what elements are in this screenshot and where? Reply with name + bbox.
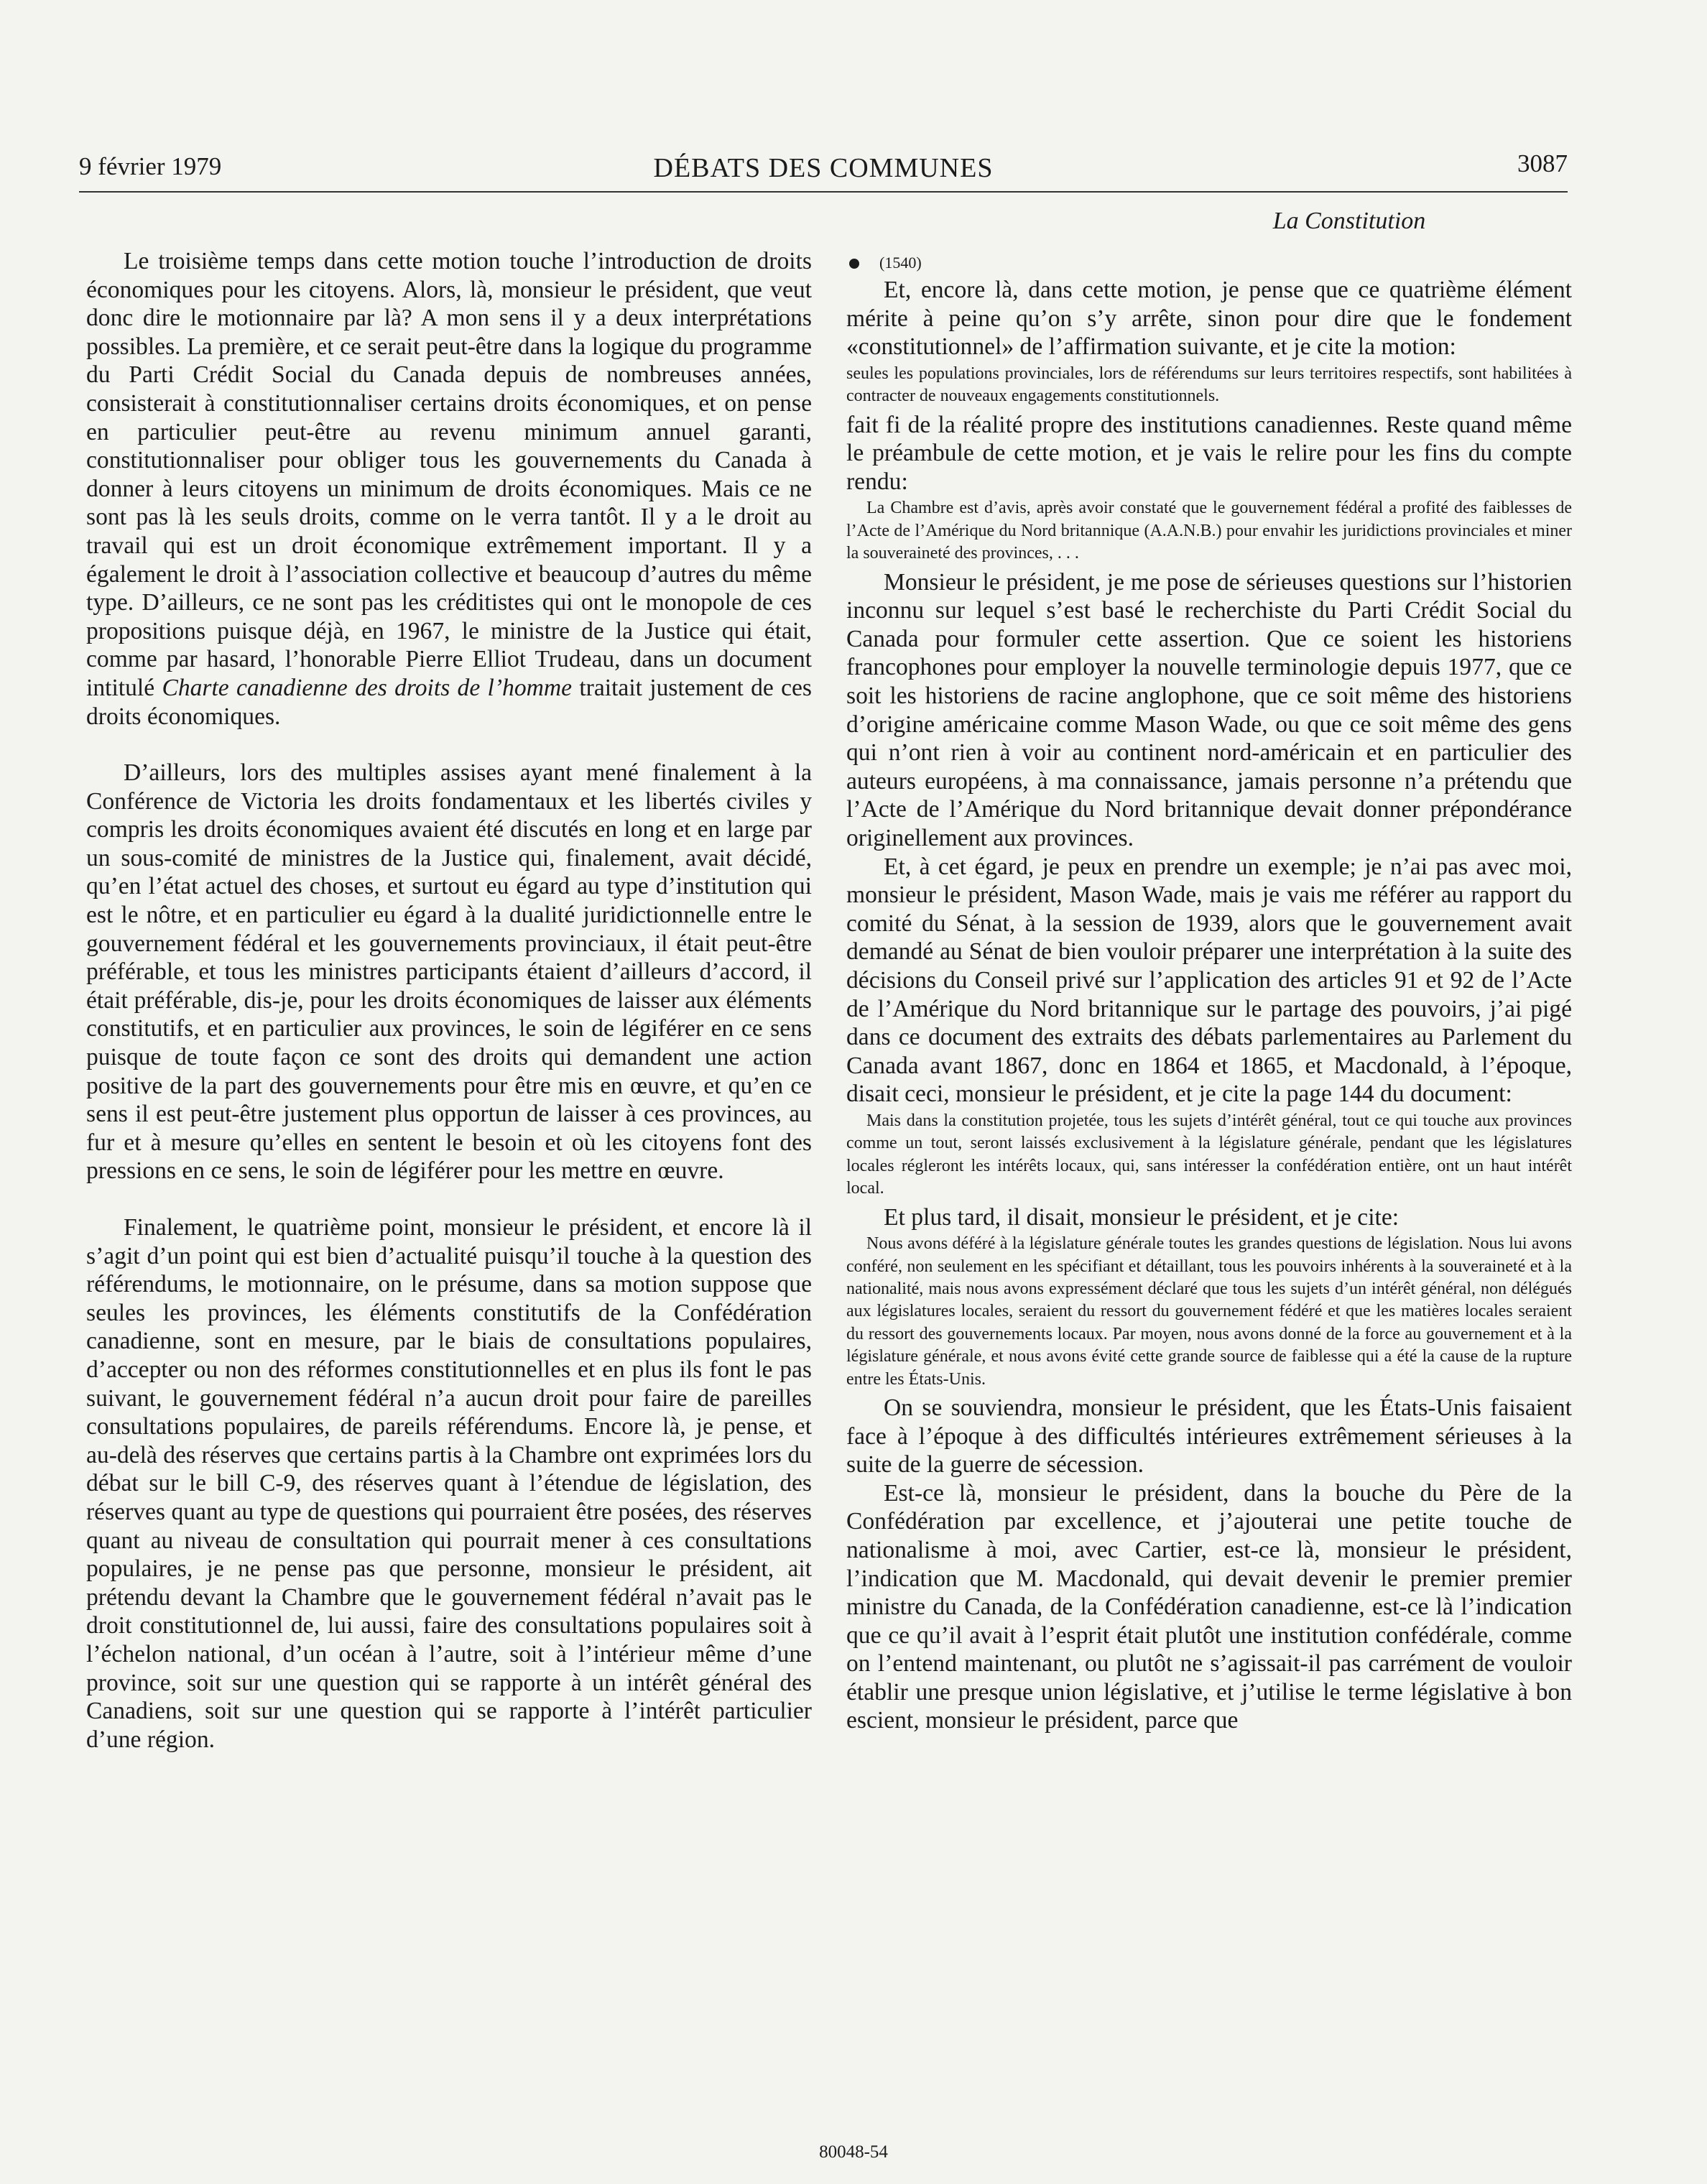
paragraph: Et, à cet égard, je peux en prendre un exemple; je n’ai pas avec moi, monsieur le président, Mason Wade, mais je vais me référer au rapport du comité du Sénat, à la session de 1939, alors que le gouvernement avait demandé au Sénat de bien vouloir préparer une interprétation à la suite des décisions du Conseil privé sur l’application des articles 91 et 92 de l’Acte de l’Amérique du Nord britannique sur le partage des pouvoirs, j’ai pigé dans ce document des extraits des débats parlementaires au Parlement du Canada avant 1867, donc en 1864 et 1865, et Macdonald, à l’époque, disait ceci, monsieur le président, et je cite la page 144 du document: xyxy=(846,853,1572,1108)
paragraph: Et plus tard, il disait, monsieur le président, et je cite: xyxy=(884,1203,1400,1231)
paragraph: Et, encore là, dans cette motion, je pense que ce quatrième élément mérite à peine qu’on s’y arrête, sinon pour dire que le fondement «constitutionnel» de l’affirmation suivante, et je cite la motion: xyxy=(846,277,1572,361)
page-header xyxy=(79,148,1568,193)
header-page-number: 3087 xyxy=(1517,149,1568,177)
page-footer-code: 80048-54 xyxy=(819,2142,888,2162)
paragraph: fait fi de la réalité propre des institutions canadiennes. Reste quand même le préambule de cette motion, et je vais le relire pour les fins du compte rendu: xyxy=(846,411,1572,495)
header-title: DÉBATS DES COMMUNES xyxy=(653,153,994,183)
section-title: La Constitution xyxy=(1272,208,1426,234)
right-column xyxy=(846,207,1572,1735)
header-date: 9 février 1979 xyxy=(79,152,222,180)
quotation: seules les populations provinciales, lors de référendums sur leurs territoires respectifs, sont habilitées à contracter de nouveaux engagements constitutionnels. xyxy=(846,364,1572,406)
paragraph: Est-ce là, monsieur le président, dans la bouche du Père de la Confédération par excellence, et j’ajouterai une petite touche de nationalisme à moi, avec Cartier, est-ce là, monsieur le président, l’indication que M. Macdonald, qui devait devenir le premier premier ministre du Canada, de la Confédération canadienne, est-ce là l’indication que ce qu’il avait à l’esprit était plutôt une institution confédérale, comme on l’entend maintenant, ou plutôt ne s’agissait-il pas carrément de vouloir établir une presque union législative, et j’utilise le terme législative à bon escient, monsieur le président, parce que xyxy=(846,1479,1572,1734)
paragraph: Le troisième temps dans cette motion touche l’introduction de droits économiques pour les citoyens. Alors, là, monsieur le président, que veut donc dire le motionnaire par là? A mon sens il y a deux interprétations possibles. La première, et ce serait peut-être dans la logique du programme du Parti Crédit Social du Canada depuis de nombreuses années, consisterait à constitutionnaliser certains droits économiques, et on pense en particulier peut-être au revenu minimum annuel garanti, constitutionnaliser pour obliger tous les gouvernements du Canada à donner à leurs citoyens un minimum de droits économiques. Mais ce ne sont pas là les seuls droits, comme on le verra tantôt. Il y a le droit au travail qui est un droit économique extrêmement important. Il y a également le droit à l’association collective et beaucoup d’autres du même type. D’ailleurs, ce ne sont pas les créditistes qui ont le monopole de ces propositions puisque déjà, en 1967, le ministre de la Justice qui était, comme par hasard, l’honorable Pierre Elliot Trudeau, dans un document intitulé Charte canadienne des droits de l’homme traitait justement de ces droits économiques. xyxy=(86,248,812,730)
timestamp-marker xyxy=(846,250,1572,276)
paragraph: On se souviendra, monsieur le président, que les États-Unis faisaient face à l’époque à des difficultés intérieures extrêmement sérieuses à la suite de la guerre de sécession. xyxy=(846,1394,1572,1479)
quotation: La Chambre est d’avis, après avoir constaté que le gouvernement fédéral a profité des faiblesses de l’Acte de l’Amérique du Nord britannique (A.A.N.B.) pour envahir les juridictions provinciales et miner la souveraineté des provinces, . . . xyxy=(846,499,1572,563)
paragraph: D’ailleurs, lors des multiples assises ayant mené finalement à la Conférence de Victoria les droits fondamentaux et les libertés civiles y compris les droits économiques avaient été discutés en long et en large par un sous-comité de ministres de la Justice qui, finalement, avait décidé, qu’en l’état actuel des choses, et surtout eu égard au type d’institution qui est le nôtre, et en particulier eu égard à la dualité juridictionnelle entre le gouvernement fédéral et les gouvernements provinciaux, il était peut-être préférable, et tous les ministres participants étaient d’ailleurs d’accord, il était préférable, dis-je, pour les droits économiques de laisser aux éléments constitutifs, et en particulier aux provinces, le soin de légiférer en ce sens puisque de toute façon ce sont des droits qui demandent une action positive de la part des gouvernements pour être mis en œuvre, et qu’en ce sens il est peut-être justement plus opportun de laisser à ces provinces, au fur et à mesure qu’elles en sentent le besoin et où les citoyens font des pressions en ce sens, le soin de légiférer pour les mettre en œuvre. xyxy=(86,759,812,1185)
document-title: Charte canadienne des droits de l’homme xyxy=(162,674,573,701)
paragraph: Finalement, le quatrième point, monsieur le président, et encore là il s’agit d’un point qui est bien d’actualité puisqu’il touche à la question des référendums, le motionnaire, on le présume, dans sa motion suppose que seules les provinces, les éléments constitutifs de la Confédération canadienne, sont en mesure, par le biais de consultations populaires, d’accepter ou non des réformes constitutionnelles et en plus ils font le pas suivant, le gouvernement fédéral n’a aucun droit pour faire de pareilles consultations populaires, de pareils référendums. Encore là, je pense, et au-delà des réserves que certains partis à la Chambre ont exprimées lors du débat sur le bill C-9, des réserves quant à l’étendue de législation, des réserves quant au type de questions qui pourraient être posées, des réserves quant au niveau de consultation qui pourrait mener à ces consultations populaires, je ne pense pas que personne, monsieur le président, ait prétendu devant la Chambre que le gouvernement fédéral n’avait pas le droit constitutionnel de, lui aussi, faire des consultations populaires soit à l’échelon national, d’un océan à l’autre, soit à l’intérieur même d’une province, soit sur une question qui se rapporte à un intérêt général des Canadiens, soit sur une question qui se rapporte à l’intérêt particulier d’une région. xyxy=(86,1214,812,1753)
quotation: Mais dans la constitution projetée, tous les sujets d’intérêt général, tout ce qui touche aux provinces comme un tout, seront laissés exclusivement à la législature générale, pendant que les législatures locales régleront les intérêts locaux, qui, sans intéresser la confédération entière, ont un haut intérêt local. xyxy=(846,1111,1572,1198)
quotation: Nous avons déféré à la législature générale toutes les grandes questions de législation. Nous lui avons conféré, non seulement en les spécifiant et détaillant, tous les pouvoirs inhérents à la souveraineté et à la nationalité, mais nous avons expressément déclaré que tous les sujets d’un intérêt général, non délégués aux législatures locales, seraient du ressort du gouvernement fédéré et que les matières locales seraient du ressort des gouvernements locaux. Par moyen, nous avons donné de la force au gouvernement et à la législature générale, et nous avons évité cette grande source de faiblesse qui a été la cause de la rupture entre les États-Unis. xyxy=(846,1234,1572,1389)
timestamp: (1540) xyxy=(879,254,922,272)
bullet-icon xyxy=(849,259,859,269)
left-column xyxy=(86,247,812,1754)
paragraph: Monsieur le président, je me pose de sérieuses questions sur l’historien inconnu sur lequel s’est basé le recherchiste du Parti Crédit Social du Canada pour formuler cette assertion. Que ce soient les historiens francophones pour employer la nouvelle terminologie depuis 1977, que ce soit les historiens de racine anglophone, que ce soit même des historiens d’origine américaine comme Mason Wade, ou que ce soit même des gens qui n’ont rien à voir au continent nord-américain et en particulier des auteurs européens, à ma connaissance, jamais personne n’a prétendu que l’Acte de l’Amérique du Nord britannique devait donner prépondérance originellement aux provinces. xyxy=(846,568,1572,851)
